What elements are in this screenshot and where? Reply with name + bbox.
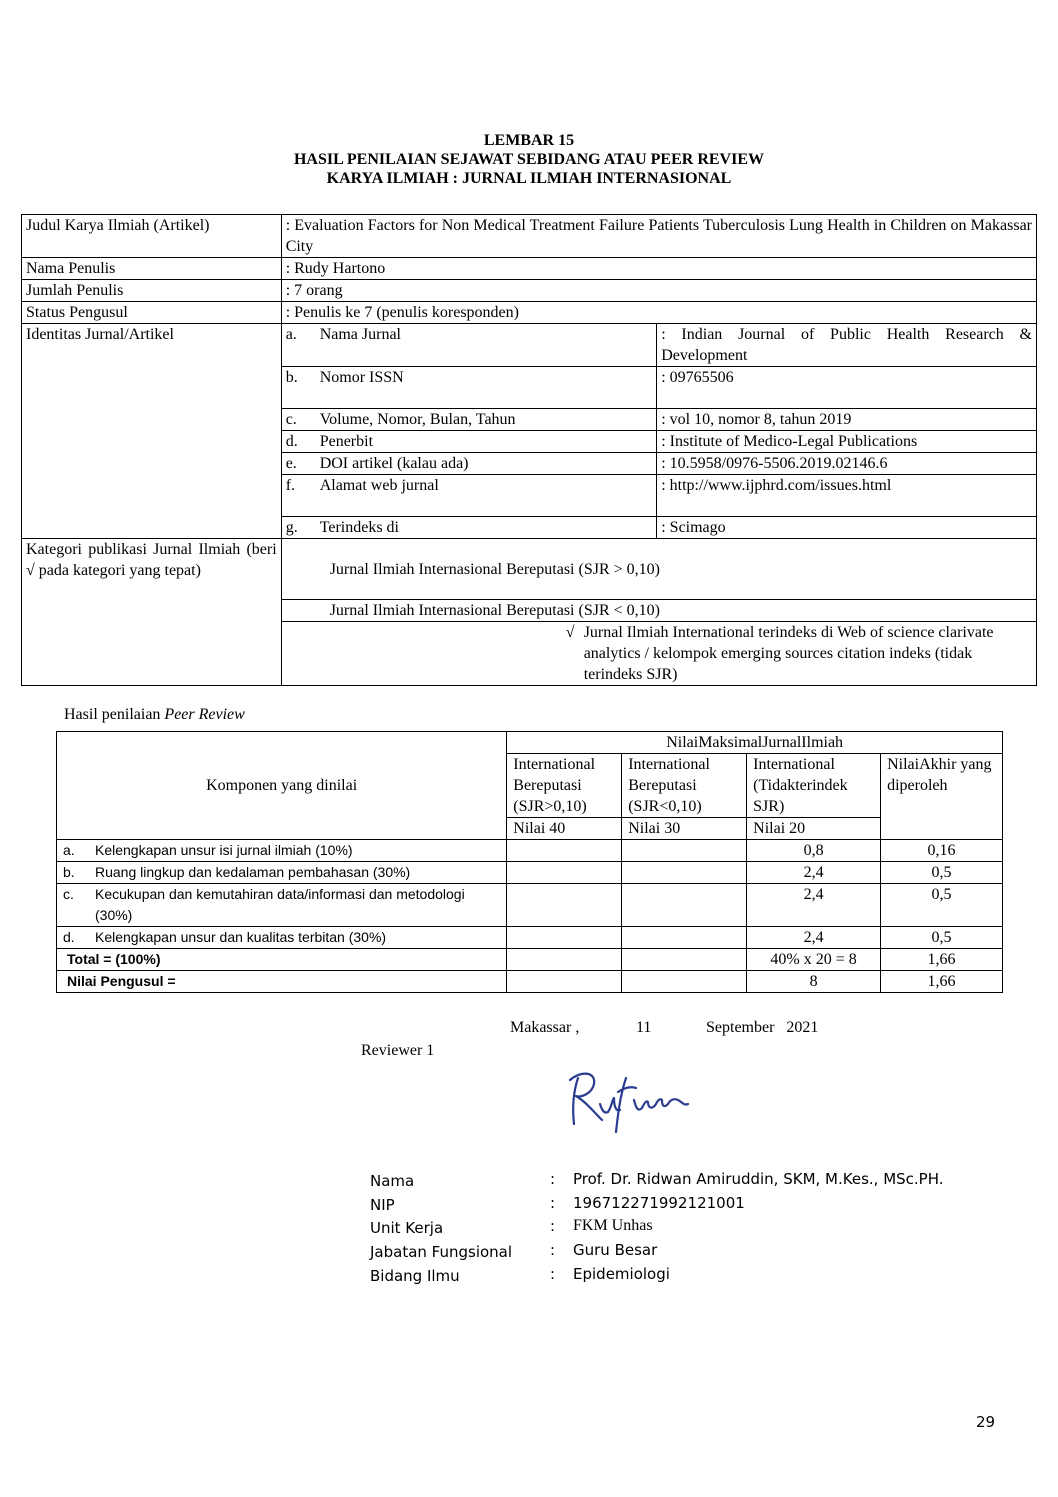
final-score-cell: 0,5: [881, 927, 1003, 949]
komponen-item: a. Kelengkapan unsur isi jurnal ilmiah (10%): [57, 840, 507, 862]
table-row: [57, 949, 1003, 971]
identity-table: [21, 214, 1037, 686]
judul-label: Judul Karya Ilmiah (Artikel): [22, 215, 282, 258]
field-value-unit: FKM Unhas: [573, 1217, 653, 1234]
field-label: Unit Kerja: [370, 1219, 444, 1237]
journal-item-value: : Scimago: [657, 517, 1037, 539]
total-final: 1,66: [881, 949, 1003, 971]
col-nilai-30: Nilai 30: [622, 818, 747, 840]
table-row: [22, 324, 1037, 367]
field-label: NIP: [370, 1196, 395, 1214]
field-label: Bidang Ilmu: [370, 1267, 460, 1285]
handwritten-signature: [560, 1066, 700, 1138]
nama-penulis-label: Nama Penulis: [22, 258, 282, 280]
table-row: [22, 539, 1037, 600]
journal-item-value: : 10.5958/0976-5506.2019.02146.6: [657, 453, 1037, 475]
journal-item-label: d. Penerbit: [281, 431, 657, 453]
field-value-nip: 196712271992121001: [573, 1194, 745, 1212]
score-cell: [507, 840, 622, 862]
journal-item-value: : Indian Journal of Public Health Research & Development: [657, 324, 1037, 367]
identitas-label: Identitas Jurnal/Artikel: [22, 324, 282, 539]
field-colon: :: [550, 1265, 556, 1283]
signing-day: 11: [636, 1019, 652, 1036]
journal-item-value: : vol 10, nomor 8, tahun 2019: [657, 409, 1037, 431]
table-row: [57, 971, 1003, 993]
komponen-item: d. Kelengkapan unsur dan kualitas terbitan (30%): [57, 927, 507, 949]
field-colon: :: [550, 1241, 556, 1259]
score-cell: 2,4: [747, 862, 881, 884]
checkmark: √: [565, 624, 575, 641]
field-colon: :: [550, 1170, 556, 1188]
nilai-pengusul-score: 8: [747, 971, 881, 993]
status-pengusul-label: Status Pengusul: [22, 302, 282, 324]
nilai-pengusul-label: Nilai Pengusul =: [57, 971, 507, 993]
final-score-cell: 0,16: [881, 840, 1003, 862]
score-cell: [507, 949, 622, 971]
journal-item-label: c. Volume, Nomor, Bulan, Tahun: [281, 409, 657, 431]
table-row: [22, 258, 1037, 280]
table-row: [57, 840, 1003, 862]
nilai-max-header: NilaiMaksimalJurnalIlmiah: [507, 732, 1003, 754]
col-nilai-40: Nilai 40: [507, 818, 622, 840]
table-row: [57, 927, 1003, 949]
table-row: [22, 215, 1037, 258]
komponen-header: Komponen yang dinilai: [57, 732, 507, 840]
field-colon: :: [550, 1194, 556, 1212]
total-label: Total = (100%): [57, 949, 507, 971]
field-value-bidang: Epidemiologi: [573, 1265, 670, 1283]
document-subtitle-2: KARYA ILMIAH : JURNAL ILMIAH INTERNASIONAL: [326, 170, 732, 187]
journal-item-label: e. DOI artikel (kalau ada): [281, 453, 657, 475]
table-row: [57, 884, 1003, 927]
journal-item-value: : http://www.ijphrd.com/issues.html: [657, 475, 1037, 517]
status-pengusul-value: : Penulis ke 7 (penulis koresponden): [281, 302, 1036, 324]
col-header-tidak-sjr: International (Tidakterindek SJR): [747, 754, 881, 818]
score-cell: [622, 862, 747, 884]
judul-value: : Evaluation Factors for Non Medical Treatment Failure Patients Tuberculosis Lung Health in Children on Makassar City: [281, 215, 1036, 258]
review-caption: Hasil penilaian Peer Review: [64, 706, 245, 723]
kategori-option: √ Jurnal Ilmiah International terindeks di Web of science clarivate analytics / kelompok emerging sources citation indeks (tidak terindeks SJR): [281, 622, 1036, 686]
field-value-nama: Prof. Dr. Ridwan Amiruddin, SKM, M.Kes., MSc.PH.: [573, 1170, 944, 1188]
review-table: [56, 731, 1003, 993]
col-header-nilai-akhir: NilaiAkhir yang diperoleh: [881, 754, 1003, 840]
col-header-sjr-lt: International Bereputasi (SJR<0,10): [622, 754, 747, 818]
score-cell: [507, 927, 622, 949]
table-row: [57, 862, 1003, 884]
field-label: Jabatan Fungsional: [370, 1243, 513, 1261]
document-title: LEMBAR 15: [483, 132, 575, 149]
nama-penulis-value: : Rudy Hartono: [281, 258, 1036, 280]
field-label: Nama: [370, 1172, 415, 1190]
journal-item-label: a. Nama Jurnal: [281, 324, 657, 367]
signing-month-year: September 2021: [706, 1019, 819, 1036]
reviewer-label: Reviewer 1: [361, 1042, 435, 1059]
komponen-item: b. Ruang lingkup dan kedalaman pembahasan (30%): [57, 862, 507, 884]
table-row: [22, 302, 1037, 324]
page-number: 29: [976, 1413, 996, 1431]
score-cell: [622, 971, 747, 993]
jumlah-penulis-value: : 7 orang: [281, 280, 1036, 302]
jumlah-penulis-label: Jumlah Penulis: [22, 280, 282, 302]
table-row: [57, 732, 1003, 754]
journal-item-value: : Institute of Medico-Legal Publications: [657, 431, 1037, 453]
score-cell: [622, 884, 747, 927]
score-cell: 2,4: [747, 884, 881, 927]
score-cell: 0,8: [747, 840, 881, 862]
document-subtitle: HASIL PENILAIAN SEJAWAT SEBIDANG ATAU PEER REVIEW: [293, 151, 765, 168]
score-cell: 2,4: [747, 927, 881, 949]
field-colon: :: [550, 1217, 556, 1235]
final-score-cell: 0,5: [881, 862, 1003, 884]
komponen-item: c. Kecukupan dan kemutahiran data/informasi dan metodologi (30%): [57, 884, 507, 927]
kategori-label: Kategori publikasi Jurnal Ilmiah (beri √ pada kategori yang tepat): [22, 539, 282, 686]
score-cell: [507, 971, 622, 993]
journal-item-value: : 09765506: [657, 367, 1037, 409]
field-value-jabatan: Guru Besar: [573, 1241, 658, 1259]
col-header-sjr-gt: International Bereputasi (SJR>0,10): [507, 754, 622, 818]
journal-item-label: f. Alamat web jurnal: [281, 475, 657, 517]
total-score: 40% x 20 = 8: [747, 949, 881, 971]
kategori-option: Jurnal Ilmiah Internasional Bereputasi (SJR > 0,10): [281, 539, 1036, 600]
score-cell: [622, 927, 747, 949]
kategori-option: Jurnal Ilmiah Internasional Bereputasi (SJR < 0,10): [281, 600, 1036, 622]
journal-item-label: g. Terindeks di: [281, 517, 657, 539]
signing-city: Makassar ,: [510, 1019, 580, 1036]
score-cell: [507, 884, 622, 927]
nilai-pengusul-final: 1,66: [881, 971, 1003, 993]
col-nilai-20: Nilai 20: [747, 818, 881, 840]
final-score-cell: 0,5: [881, 884, 1003, 927]
score-cell: [622, 840, 747, 862]
journal-item-label: b. Nomor ISSN: [281, 367, 657, 409]
table-row: [22, 280, 1037, 302]
score-cell: [622, 949, 747, 971]
score-cell: [507, 862, 622, 884]
